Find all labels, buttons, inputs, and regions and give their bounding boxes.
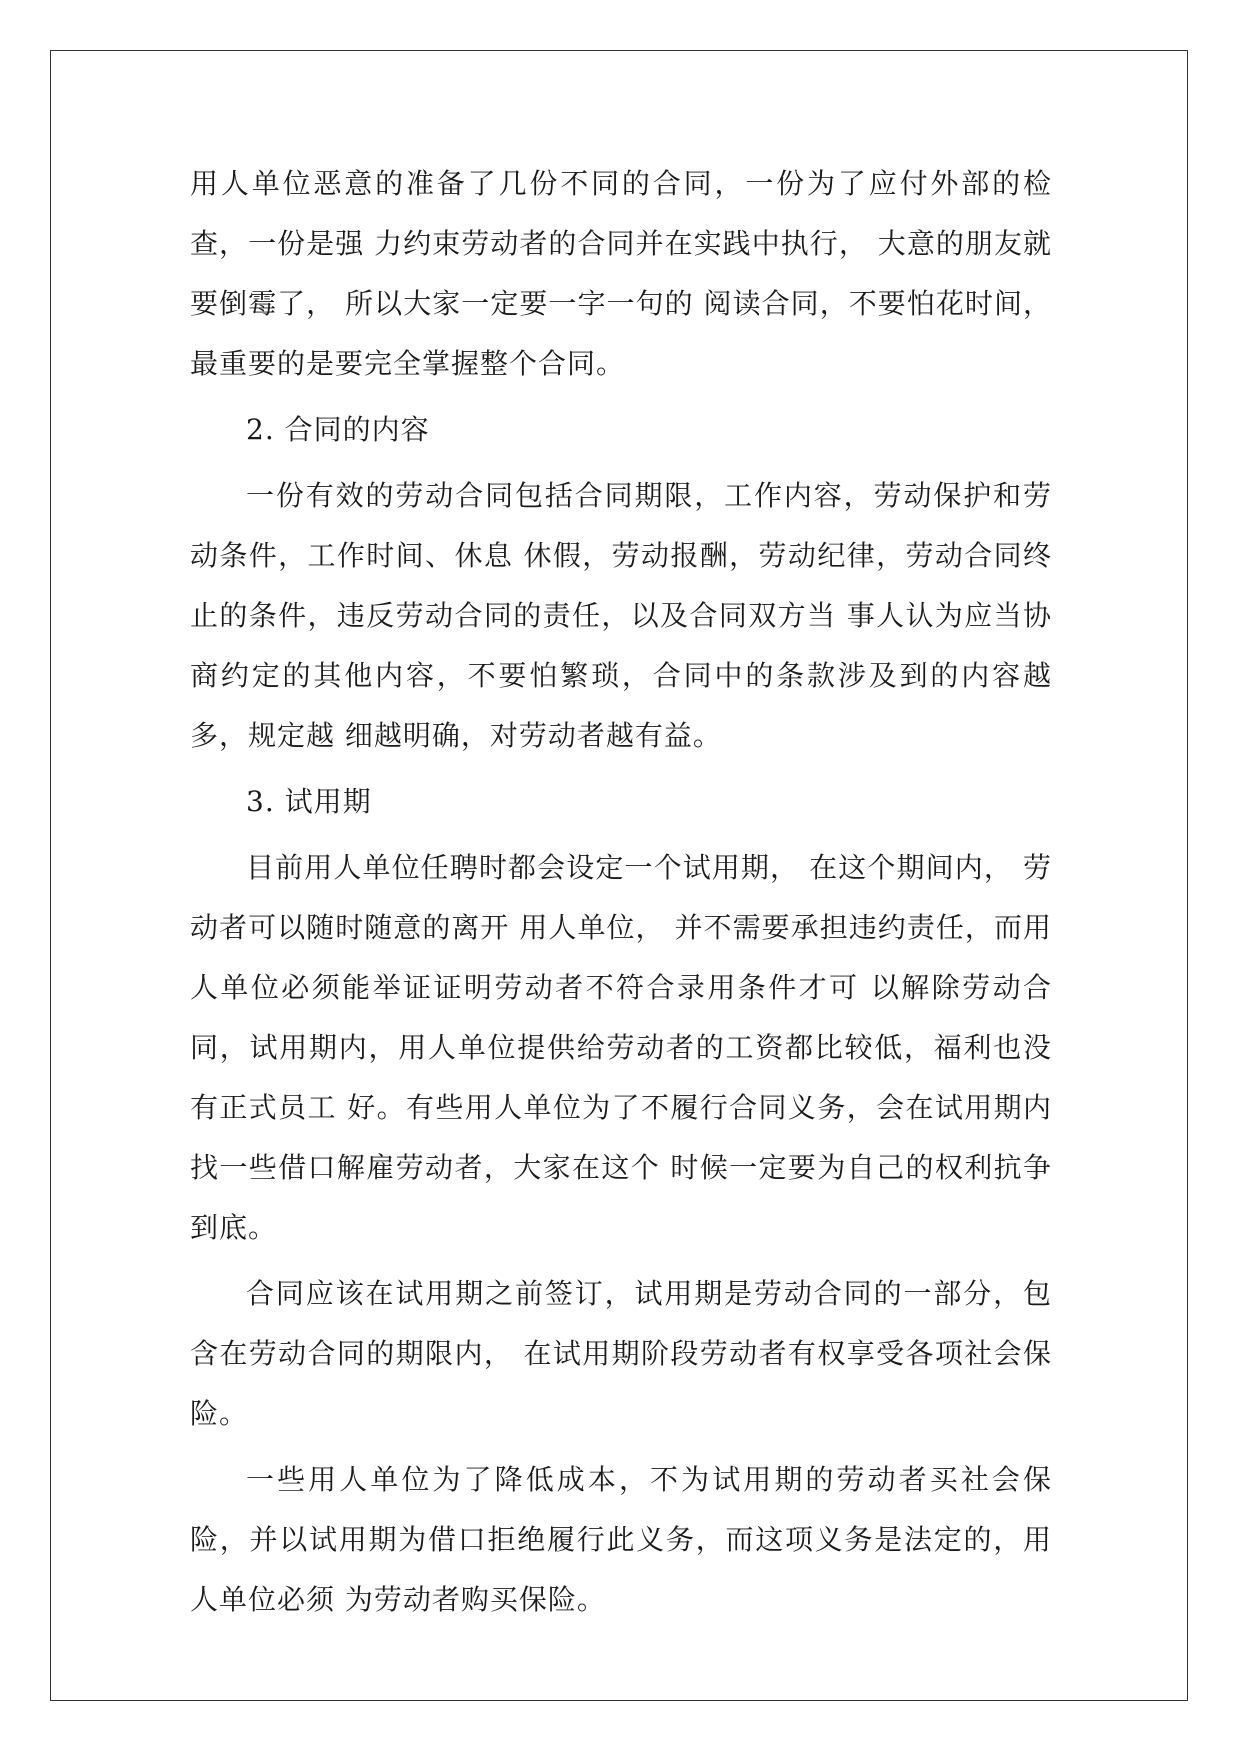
section-heading-probation: 3. 试用期	[246, 785, 372, 818]
paragraph-social-insurance: 一些用人单位为了降低成本，不为试用期的劳动者买社会保险，并以试用期为借口拒绝履行此义务，而这项义务是法定的，用人单位必须 为劳动者购买保险。	[190, 1463, 1052, 1616]
document-body	[190, 154, 1052, 1636]
paragraph-contract-versions: 用人单位恶意的准备了几份不同的合同，一份为了应付外部的检查，一份是强 力约束劳动者的合同并在实践中执行， 大意的朋友就要倒霉了， 所以大家一定要一字一句的 阅读合同，不要怕花时间，最重要的是要完全掌握整个合同。	[190, 167, 1052, 380]
paragraph-probation: 目前用人单位任聘时都会设定一个试用期， 在这个期间内， 劳动者可以随时随意的离开 用人单位， 并不需要承担违约责任，而用人单位必须能举证证明劳动者不符合录用条件才可 以解除劳动合同，试用期内，用人单位提供给劳动者的工资都比较低，福利也没有正式员工 好。有些用人单位为了不履行合同义务，会在试用期内找一些借口解雇劳动者，大家在这个 时候一定要为自己的权利抗争到底。	[190, 851, 1052, 1244]
paragraph-contract-content: 一份有效的劳动合同包括合同期限，工作内容，劳动保护和劳动条件，工作时间、休息 休假，劳动报酬，劳动纪律，劳动合同终止的条件，违反劳动合同的责任，以及合同双方当 事人认为应当协商约定的其他内容，不要怕繁琐，合同中的条款涉及到的内容越多，规定越 细越明确，对劳动者越有益。	[190, 479, 1052, 752]
section-heading-contract-content: 2. 合同的内容	[246, 413, 430, 446]
paragraph-probation-signing: 合同应该在试用期之前签订，试用期是劳动合同的一部分，包含在劳动合同的期限内， 在试用期阶段劳动者有权享受各项社会保险。	[190, 1277, 1052, 1430]
